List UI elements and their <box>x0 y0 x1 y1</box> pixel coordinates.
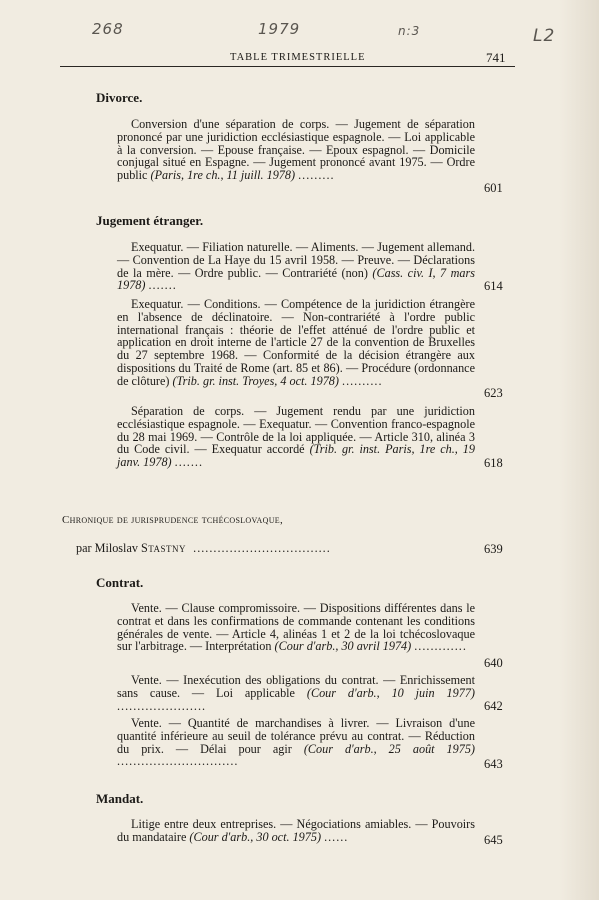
section-heading-divorce: Divorce. <box>96 90 143 105</box>
author-name: Stastny <box>141 541 187 555</box>
byline-prefix: par Miloslav <box>76 541 138 555</box>
chronique-byline <box>76 541 331 556</box>
dot-leader: ....... <box>174 455 203 470</box>
dot-leader: ...................... <box>117 698 207 713</box>
entry-text: Litige entre deux entreprises. — Négociations amiables. — Pouvoirs du mandataire <box>117 817 475 844</box>
entry-citation: (Cass. civ. I, 7 mars 1978) <box>117 265 475 293</box>
index-entry <box>117 602 475 653</box>
index-entry <box>117 818 475 844</box>
entry-page: 601 <box>484 181 503 195</box>
dot-leader: .................................. <box>189 541 331 555</box>
entry-page: 643 <box>484 757 503 771</box>
entry-text: Vente. — Quantité de marchandises à livrer. — Livraison d'une quantité inférieure au seuil de tolérance prévu au contrat. — Réduction du prix. — Délai pour agir <box>117 716 475 756</box>
section-heading-mandat: Mandat. <box>96 791 144 806</box>
handwritten-note-year: 1979 <box>258 20 301 38</box>
page-edge-shadow <box>559 0 599 900</box>
handwritten-note-left: 268 <box>92 20 124 38</box>
dot-leader: .............................. <box>117 754 239 769</box>
entry-page: 618 <box>484 456 503 470</box>
index-entry <box>117 674 475 712</box>
page-number: 741 <box>486 50 506 65</box>
entry-page: 614 <box>484 279 503 293</box>
handwritten-note-right: L2 <box>533 26 556 46</box>
entry-citation: (Trib. gr. inst. Troyes, 4 oct. 1978) <box>172 373 339 388</box>
entry-citation: (Cour d'arb., 10 juin 1977) <box>306 685 475 700</box>
entry-page: 645 <box>484 833 503 847</box>
section-heading-jugement-etranger: Jugement étranger. <box>96 213 204 228</box>
entry-text: Conversion d'une séparation de corps. — Jugement de séparation prononcé par une juridiction ecclésiastique espagnole. — Loi applicable à la conversion. — Epouse française. — Epoux espagnol. — Domicile conjugal situé en Espagne. — Jugement prononcé avant 1975. — Ordre public <box>117 117 475 183</box>
dot-leader: ......... <box>298 168 335 183</box>
entry-citation: (Paris, 1re ch., 11 juill. 1978) <box>150 168 296 183</box>
header-rule <box>60 66 515 67</box>
index-entry <box>117 241 475 292</box>
handwritten-note-number: n:3 <box>398 24 421 38</box>
dot-leader: ...... <box>324 829 349 844</box>
entry-citation: (Cour d'arb., 30 avril 1974) <box>274 639 412 654</box>
section-heading-contrat: Contrat. <box>96 575 144 590</box>
entry-page: 642 <box>484 699 503 713</box>
dot-leader: ....... <box>148 278 177 293</box>
entry-text: Vente. — Inexécution des obligations du contrat. — Enrichissement sans cause. — Loi applicable <box>117 673 475 700</box>
entry-page: 640 <box>484 656 503 670</box>
entry-page: 623 <box>484 386 503 400</box>
dot-leader: .......... <box>342 373 383 388</box>
index-entry <box>117 118 475 182</box>
entry-text: Exequatur. — Conditions. — Compétence de la juridiction étrangère en l'absence de déclinatoire. — Non-contrariété à l'ordre public international français : théorie de l'effet atténué de l'ordre public et application en droit interne de l'article 27 de la convention de Bruxelles du 27 septembre 1968. — Conformité de la décision étrangère aux dispositions du Traité de Rome (art. 85 et 86). — Procédure (ordonnance de clôture) <box>117 297 475 388</box>
entry-citation: (Cour d'arb., 25 août 1975) <box>303 741 475 756</box>
index-entry <box>117 405 475 469</box>
dot-leader: ............. <box>414 639 467 654</box>
running-head-title: TABLE TRIMESTRIELLE <box>230 52 366 63</box>
index-entry <box>117 717 475 768</box>
entry-text: Vente. — Clause compromissoire. — Dispositions différentes dans le contrat et dans les confirmations de commande contenant les conditions générales de vente. — Article 4, alinéas 1 et 2 de la loi tchécoslovaque sur l'arbitrage. — Interprétation <box>117 601 475 654</box>
chronique-title: Chronique de jurisprudence tchécoslovaque, <box>62 514 284 526</box>
entry-text: Exequatur. — Filiation naturelle. — Aliments. — Jugement allemand. — Convention de La Haye du 15 avril 1958. — Preuve. — Déclarations de la mère. — Ordre public. — Contrariété (non) <box>117 240 475 280</box>
index-entry <box>117 298 475 388</box>
entry-text: Séparation de corps. — Jugement rendu par une juridiction ecclésiastique espagnole. — Exequatur. — Convention franco-espagnole du 28 mai 1969. — Contrôle de la loi appliquée. — Article 310, alinéa 3 du Code civil. — Exequatur accordé <box>117 404 475 457</box>
entry-citation: (Trib. gr. inst. Paris, 1re ch., 19 janv. 1978) <box>117 442 475 470</box>
chronique-page: 639 <box>484 542 503 556</box>
entry-citation: (Cour d'arb., 30 oct. 1975) <box>189 829 322 844</box>
